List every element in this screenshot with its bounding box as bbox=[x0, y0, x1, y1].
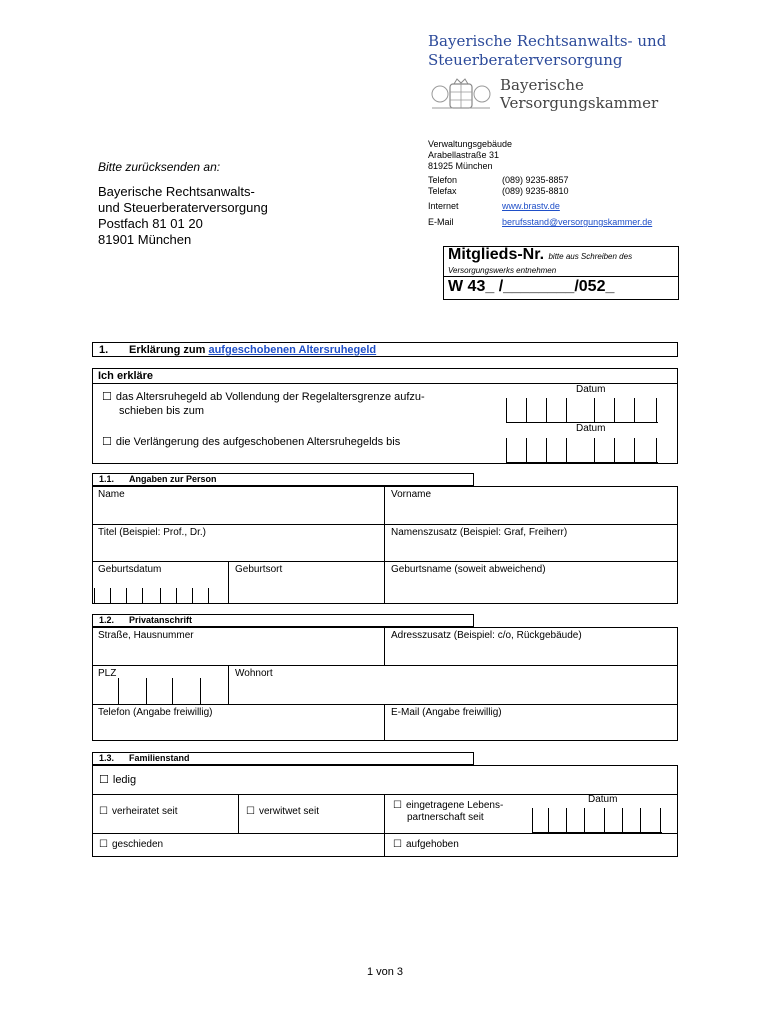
vk-name-line1: Bayerische bbox=[500, 76, 584, 94]
ledig-label: ledig bbox=[112, 774, 137, 786]
divider bbox=[228, 665, 229, 704]
address-section-header bbox=[92, 614, 474, 627]
strasse-field[interactable]: Straße, Hausnummer bbox=[98, 630, 194, 641]
vorname-field[interactable]: Vorname bbox=[391, 489, 432, 500]
name-field[interactable]: Name bbox=[98, 489, 125, 500]
aufgehoben-option[interactable] bbox=[393, 839, 459, 851]
divider bbox=[384, 704, 385, 741]
tick-mark bbox=[634, 438, 635, 462]
verheiratet-label: verheiratet seit bbox=[111, 806, 178, 817]
verwitwet-label: verwitwet seit bbox=[258, 806, 319, 817]
divider bbox=[92, 524, 678, 525]
fax-label: Telefax bbox=[428, 186, 457, 196]
option1-checkbox[interactable] bbox=[102, 391, 116, 403]
return-line4: 81901 München bbox=[98, 232, 192, 247]
contact-address bbox=[428, 139, 512, 172]
contact-city: 81925 München bbox=[428, 161, 493, 171]
org-title-line1: Bayerische Rechtsanwalts- und bbox=[428, 32, 667, 50]
member-number-hint1: bitte aus Schreiben des bbox=[548, 252, 633, 261]
aufgehoben-label: aufgehoben bbox=[405, 839, 459, 850]
family-title: Familienstand bbox=[129, 753, 190, 763]
return-line2: und Steuerberaterversorgung bbox=[98, 200, 268, 215]
telefon-field[interactable]: Telefon (Angabe freiwillig) bbox=[98, 707, 213, 718]
tick-mark bbox=[110, 588, 111, 604]
tick-mark bbox=[142, 588, 143, 604]
vk-name bbox=[500, 76, 740, 112]
family-number: 1.3. bbox=[99, 753, 115, 763]
divider bbox=[384, 627, 385, 665]
tick-mark bbox=[208, 588, 209, 604]
geburtsdatum-field[interactable]: Geburtsdatum bbox=[98, 564, 162, 575]
verwitwet-checkbox[interactable] bbox=[246, 806, 259, 817]
section1-number: 1. bbox=[99, 344, 109, 356]
family-section-header bbox=[92, 752, 474, 765]
phone-value: (089) 9235-8857 bbox=[502, 175, 569, 185]
tick-mark bbox=[146, 678, 147, 704]
tick-mark bbox=[604, 808, 605, 832]
geburtsort-field[interactable]: Geburtsort bbox=[235, 564, 283, 575]
address-number: 1.2. bbox=[99, 615, 115, 625]
phone-label: Telefon bbox=[428, 175, 458, 185]
tick-mark bbox=[634, 398, 635, 422]
member-number-box bbox=[443, 246, 679, 300]
tick-mark bbox=[656, 398, 657, 422]
namenszusatz-field[interactable]: Namenszusatz (Beispiel: Graf, Freiherr) bbox=[391, 527, 568, 538]
declare-heading: Ich erkläre bbox=[98, 370, 154, 382]
tick-mark bbox=[526, 438, 527, 462]
tick-mark bbox=[594, 398, 595, 422]
option2-label: die Verlängerung des aufgeschobenen Altersruhegelds bis bbox=[115, 436, 401, 448]
person-box bbox=[92, 486, 678, 604]
geschieden-label: geschieden bbox=[111, 839, 164, 850]
section1-title-prefix: Erklärung zum bbox=[129, 344, 209, 356]
tick-mark bbox=[656, 438, 657, 462]
tick-mark bbox=[200, 678, 201, 704]
tick-mark bbox=[172, 678, 173, 704]
return-address bbox=[98, 184, 268, 248]
member-number-label: Mitglieds-Nr. bbox=[448, 246, 545, 263]
divider bbox=[92, 704, 678, 705]
member-number-field[interactable]: W 43_ /________/052_ bbox=[448, 278, 615, 295]
option1-text[interactable] bbox=[102, 390, 425, 418]
vk-name-line2: Versorgungskammer bbox=[500, 94, 659, 112]
tick-mark bbox=[94, 588, 95, 604]
geschieden-checkbox[interactable] bbox=[99, 839, 112, 850]
tick-mark bbox=[546, 438, 547, 462]
tick-mark bbox=[566, 438, 567, 462]
tick-mark bbox=[622, 808, 623, 832]
email-label: E-Mail bbox=[428, 217, 454, 227]
verheiratet-checkbox[interactable] bbox=[99, 806, 112, 817]
date-field-2[interactable] bbox=[506, 462, 658, 463]
contact-street: Arabellastraße 31 bbox=[428, 150, 500, 160]
tick-mark bbox=[614, 398, 615, 422]
geschieden-option[interactable] bbox=[99, 839, 163, 851]
option1-line2: schieben bis zum bbox=[119, 405, 204, 417]
tick-mark bbox=[546, 398, 547, 422]
family-date-field[interactable] bbox=[532, 832, 662, 833]
section1-title-link[interactable]: aufgeschobenen Altersruhegeld bbox=[208, 344, 377, 356]
contact-building: Verwaltungsgebäude bbox=[428, 139, 513, 149]
divider bbox=[238, 794, 239, 833]
option2-checkbox[interactable] bbox=[102, 436, 116, 448]
verwitwet-option[interactable] bbox=[246, 806, 319, 818]
date-label-1: Datum bbox=[576, 384, 606, 395]
divider bbox=[228, 561, 229, 604]
tick-mark bbox=[548, 808, 549, 832]
family-box bbox=[92, 765, 678, 857]
tick-mark bbox=[640, 808, 641, 832]
wohnort-field[interactable]: Wohnort bbox=[235, 668, 273, 679]
return-label: Bitte zurücksenden an: bbox=[98, 160, 221, 174]
org-title bbox=[428, 32, 728, 70]
tick-mark bbox=[614, 438, 615, 462]
section1-header bbox=[92, 342, 678, 357]
titel-field[interactable]: Titel (Beispiel: Prof., Dr.) bbox=[98, 527, 206, 538]
email-field[interactable]: E-Mail (Angabe freiwillig) bbox=[391, 707, 502, 718]
adresszusatz-field[interactable]: Adresszusatz (Beispiel: c/o, Rückgebäude) bbox=[391, 630, 582, 641]
tick-mark bbox=[160, 588, 161, 604]
tick-mark bbox=[192, 588, 193, 604]
tick-mark bbox=[118, 678, 119, 704]
return-line1: Bayerische Rechtsanwalts- bbox=[98, 184, 255, 199]
page-number: 1 von 3 bbox=[366, 966, 404, 978]
divider bbox=[384, 486, 385, 604]
address-box bbox=[92, 627, 678, 741]
partner-option[interactable] bbox=[393, 800, 503, 824]
ledig-option[interactable] bbox=[99, 773, 136, 787]
partner-checkbox[interactable] bbox=[393, 800, 406, 811]
internet-link[interactable]: www.brastv.de bbox=[502, 201, 560, 211]
person-number: 1.1. bbox=[99, 474, 115, 484]
person-section-header bbox=[92, 473, 474, 486]
bavarian-seal-icon bbox=[428, 78, 494, 112]
internet-label: Internet bbox=[428, 201, 459, 211]
fax-value: (089) 9235-8810 bbox=[502, 186, 569, 196]
email-link[interactable]: berufsstand@versorgungskammer.de bbox=[502, 217, 653, 227]
divider bbox=[92, 665, 678, 666]
partner-line1: eingetragene Lebens- bbox=[405, 800, 504, 811]
option1-line1: das Altersruhegeld ab Vollendung der Regelaltersgrenze aufzu- bbox=[115, 391, 425, 403]
geburtsname-field[interactable]: Geburtsname (soweit abweichend) bbox=[391, 564, 546, 575]
tick-mark bbox=[506, 438, 507, 462]
person-title: Angaben zur Person bbox=[129, 474, 217, 484]
tick-mark bbox=[566, 398, 567, 422]
tick-mark bbox=[506, 398, 507, 422]
tick-mark bbox=[660, 808, 661, 832]
member-number-hint2: Versorgungswerks entnehmen bbox=[448, 266, 557, 275]
date-label-2: Datum bbox=[576, 423, 606, 434]
tick-mark bbox=[566, 808, 567, 832]
tick-mark bbox=[584, 808, 585, 832]
divider bbox=[384, 794, 385, 857]
divider bbox=[92, 833, 678, 834]
option2-text[interactable] bbox=[102, 435, 400, 449]
aufgehoben-checkbox[interactable] bbox=[393, 839, 406, 850]
tick-mark bbox=[176, 588, 177, 604]
member-number-header bbox=[444, 247, 678, 277]
address-title: Privatanschrift bbox=[129, 615, 193, 625]
org-title-line2: Steuerberaterversorgung bbox=[428, 51, 623, 69]
tick-mark bbox=[126, 588, 127, 604]
tick-mark bbox=[526, 398, 527, 422]
family-date-label: Datum bbox=[588, 794, 618, 805]
plz-field[interactable]: PLZ bbox=[98, 668, 117, 679]
ledig-checkbox[interactable] bbox=[99, 774, 113, 786]
verheiratet-option[interactable] bbox=[99, 806, 178, 818]
partner-line2: partnerschaft seit bbox=[407, 812, 484, 823]
tick-mark bbox=[532, 808, 533, 832]
return-line3: Postfach 81 01 20 bbox=[98, 216, 203, 231]
divider bbox=[92, 561, 678, 562]
tick-mark bbox=[594, 438, 595, 462]
